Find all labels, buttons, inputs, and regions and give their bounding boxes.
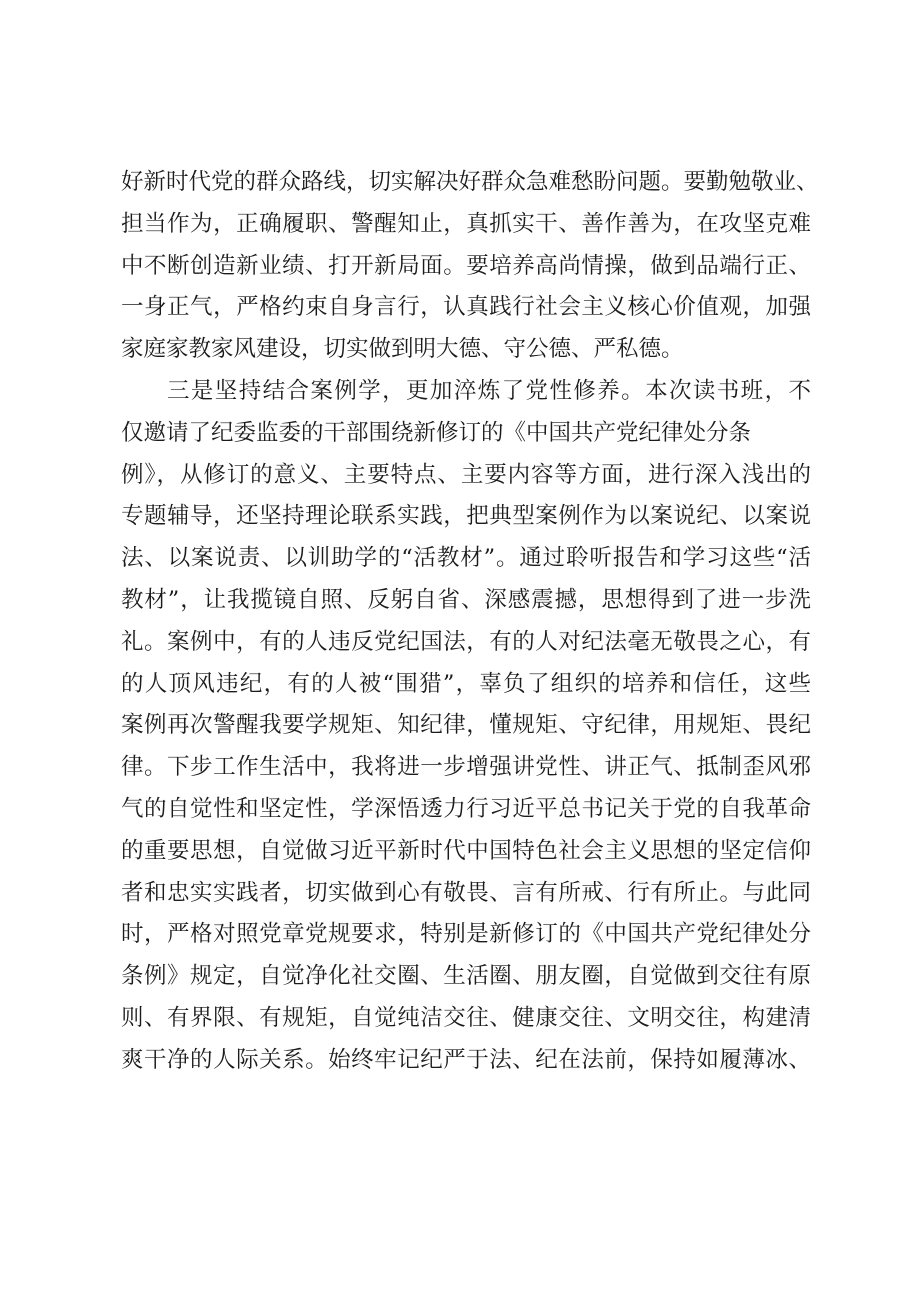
text-line: 教材”，让我揽镜自照、反躬自省、深感震撼，思想得到了进一步洗: [121, 586, 811, 613]
text-line: 一身正气，严格约束自身言行，认真践行社会主义核心价值观，加强: [121, 294, 811, 321]
text-line: 的人顶风违纪，有的人被“围猎”，辜负了组织的培养和信任，这些: [121, 670, 811, 697]
text-line: 仅邀请了纪委监委的干部围绕新修订的《中国共产党纪律处分条: [121, 419, 752, 446]
text-line: 家庭家教家风建设，切实做到明大德、守公德、严私德。: [121, 336, 684, 363]
text-line: 礼。案例中，有的人违反党纪国法，有的人对纪法毫无敬畏之心，有: [121, 628, 811, 655]
text-line: 例》，从修订的意义、主要特点、主要内容等方面，进行深入浅出的: [121, 461, 811, 488]
text-line: 气的自觉性和坚定性，学深悟透力行习近平总书记关于党的自我革命: [121, 795, 811, 822]
text-line: 者和忠实实践者，切实做到心有敬畏、言有所戒、行有所止。与此同: [121, 879, 811, 906]
text-line: 条例》规定，自觉净化社交圈、生活圈、朋友圈，自觉做到交往有原: [121, 963, 811, 990]
text-line: 律。下步工作生活中，我将进一步增强讲党性、讲正气、抵制歪风邪: [121, 754, 811, 781]
paragraph-start-line: 三是坚持结合案例学，更加淬炼了党性修养。本次读书班，不: [167, 377, 811, 404]
text-line: 时，严格对照党章党规要求，特别是新修订的《中国共产党纪律处分: [121, 921, 811, 948]
body-text: [121, 162, 819, 1082]
text-line: 中不断创造新业绩、打开新局面。要培养高尚情操，做到品端行正、: [121, 252, 811, 279]
text-line: 爽干净的人际关系。始终牢记纪严于法、纪在法前，保持如履薄冰、: [121, 1046, 811, 1073]
text-line: 法、以案说责、以训助学的“活教材”。通过聆听报告和学习这些“活: [121, 545, 811, 572]
text-line: 专题辅导，还坚持理论联系实践，把典型案例作为以案说纪、以案说: [121, 503, 811, 530]
text-line: 案例再次警醒我要学规矩、知纪律，懂规矩、守纪律，用规矩、畏纪: [121, 712, 811, 739]
text-line: 担当作为，正确履职、警醒知止，真抓实干、善作善为，在攻坚克难: [121, 210, 811, 237]
text-line: 则、有界限、有规矩，自觉纯洁交往、健康交往、文明交往，构建清: [121, 1004, 811, 1031]
text-line: 的重要思想，自觉做习近平新时代中国特色社会主义思想的坚定信仰: [121, 837, 811, 864]
text-line: 好新时代党的群众路线，切实解决好群众急难愁盼问题。要勤勉敬业、: [121, 169, 819, 195]
